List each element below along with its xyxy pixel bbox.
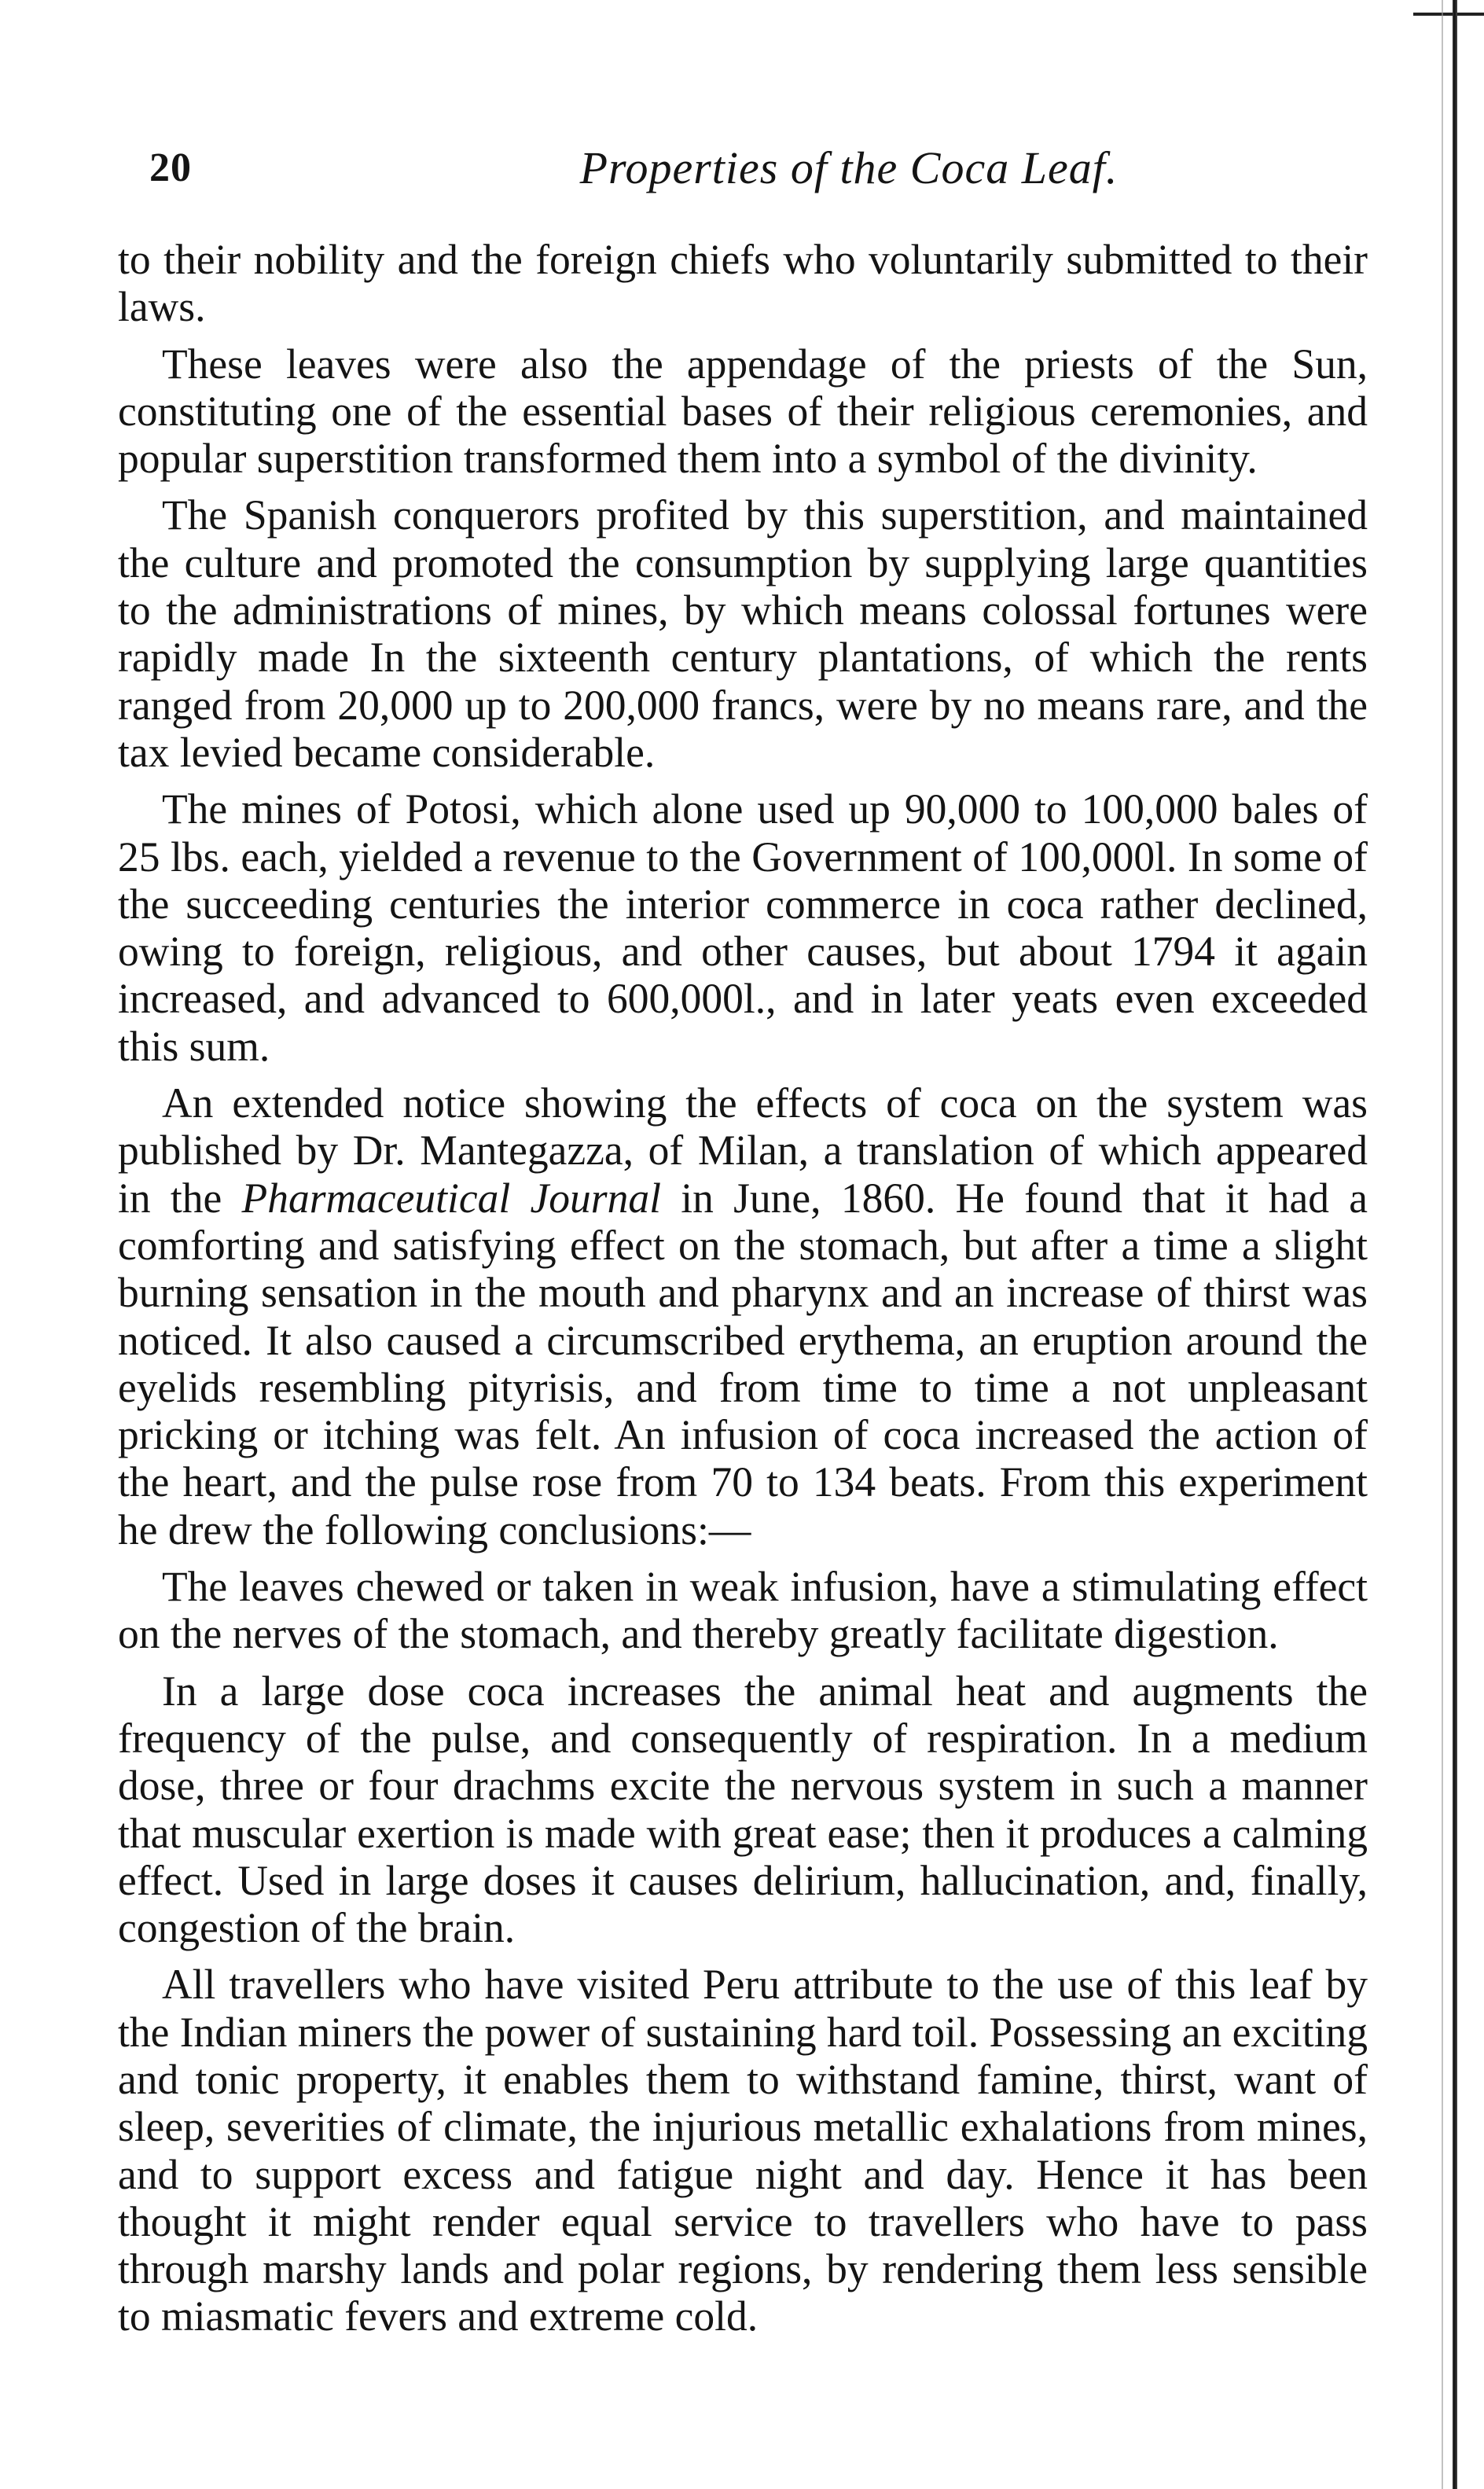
paragraph-1: to their nobility and the foreign chiefs who voluntarily submitted to their laws. xyxy=(118,236,1368,331)
running-head: Properties of the Coca Leaf. xyxy=(579,142,1119,193)
paragraph-7: In a large dose coca increases the animal heat and augments the frequency of the pulse, and consequently of respiration. In a medium dose, three or four drachms excite the nervous system in such a manner that muscular exertion is made with great ease; then it produces a calming effect. Used in large doses it causes delirium, hallucination, and, finally, congestion of the brain. xyxy=(118,1667,1368,1952)
paragraph-5-text-before: An extended notice showing the effects of coca on the system was published by Dr. Mantegazza, of Milan, a translation of which appeared in the xyxy=(118,1079,1368,1222)
paragraph-8: All travellers who have visited Peru attribute to the use of this leaf by the Indian miners the power of sustaining hard toil. Possessing an exciting and tonic property, it enables them to withstand famine, thirst, want of sleep, severities of climate, the injurious metallic exhalations from mines, and to support excess and fatigue night and day. Hence it has been thought it might render equal service to travellers who have to pass through marshy lands and polar regions, by rendering them less sensible to miasmatic fevers and extreme cold. xyxy=(118,1961,1368,2340)
journal-title: Pharmaceutical Journal xyxy=(241,1174,661,1222)
binding-shadow-line xyxy=(1442,0,1443,2489)
body-text xyxy=(118,236,1368,2350)
paragraph-2: These leaves were also the appendage of the priests of the Sun, constituting one of the essential bases of their religious ceremonies, and popular superstition transformed them into a symbol of the divinity. xyxy=(118,340,1368,483)
paragraph-4: The mines of Potosi, which alone used up 90,000 to 100,000 bales of 25 lbs. each, yielded a revenue to the Government of 100,000l. In some of the succeeding centuries the interior commerce in coca rather declined, owing to foreign, religious, and other causes, but about 1794 it again increased, and advanced to 600,000l., and in later yeats even exceeded this sum. xyxy=(118,785,1368,1070)
scan-corner-mark xyxy=(1413,0,1484,16)
page-number: 20 xyxy=(149,145,192,190)
page-header xyxy=(149,140,1383,203)
paragraph-6: The leaves chewed or taken in weak infusion, have a stimulating effect on the nerves of the stomach, and thereby greatly facilitate digestion. xyxy=(118,1563,1368,1658)
paragraph-5 xyxy=(118,1079,1368,1553)
paragraph-5-text-after: in June, 1860. He found that it had a comforting and satisfying effect on the stomach, but after a time a slight burning sensation in the mouth and pharynx and an increase of thirst was noticed. It also caused a circumscribed erythema, an eruption around the eyelids resembling pityrisis, and from time to time a not unpleasant pricking or itching was felt. An infusion of coca increased the action of the heart, and the pulse rose from 70 to 134 beats. From this experiment he drew the following conclusions:— xyxy=(118,1174,1368,1553)
binding-edge-line xyxy=(1453,0,1457,2489)
paragraph-3: The Spanish conquerors profited by this superstition, and maintained the culture and promoted the consumption by supplying large quantities to the administrations of mines, by which means colossal fortunes were rapidly made In the sixteenth century plantations, of which the rents ranged from 20,000 up to 200,000 francs, were by no means rare, and the tax levied became considerable. xyxy=(118,491,1368,776)
